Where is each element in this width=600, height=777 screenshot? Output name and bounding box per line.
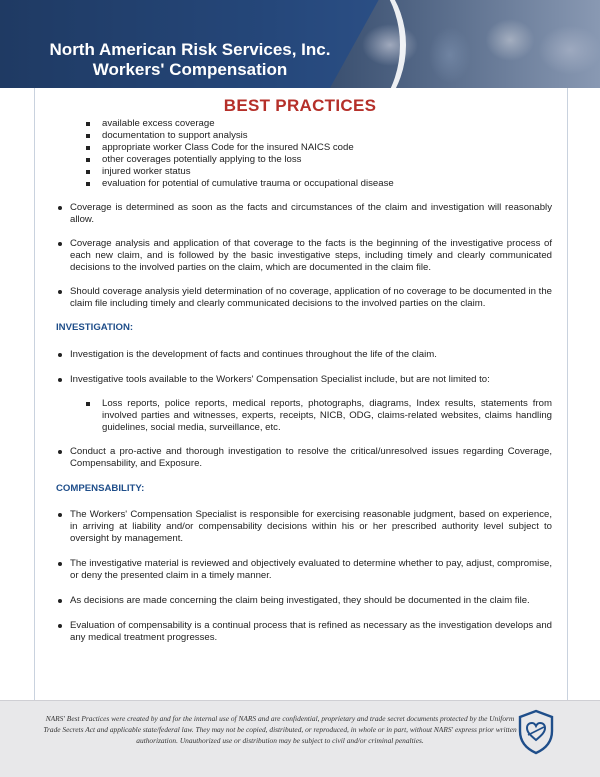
- footer: [0, 700, 600, 777]
- compensability-point: The Workers' Compensation Specialist is responsible for exercising reasonable judgment, based on experience, in arriving at liability and/or compensability decisions within his or her prescribed authority level subject to oversight by management.: [56, 509, 552, 545]
- list-item: evaluation for potential of cumulative trauma or occupational disease: [86, 178, 552, 190]
- coverage-point: Should coverage analysis yield determination of no coverage, application of no coverage to be documented in the claim file including timely and clearly communicated decisions to the involved parties on the claim.: [56, 286, 552, 310]
- coverage-item-list: [86, 118, 552, 190]
- list-item: documentation to support analysis: [86, 130, 552, 142]
- company-name: North American Risk Services, Inc.: [49, 40, 331, 59]
- compensability-point: As decisions are made concerning the claim being investigated, they should be documented in the claim file.: [56, 595, 552, 607]
- investigation-tools-item: Loss reports, police reports, medical reports, photographs, diagrams, Index results, statements from involved parties and witnesses, experts, receipts, NICB, ODG, claims-related websites, claims handling guidelines, social media, surveillance, etc.: [86, 398, 552, 434]
- investigation-point: Conduct a pro-active and thorough investigation to resolve the critical/unresolved issues regarding Coverage, Compensability, and Exposure.: [56, 446, 552, 470]
- document-content: [56, 118, 552, 644]
- compensability-point: The investigative material is reviewed and objectively evaluated to determine whether to pay, adjust, compromise, or deny the presented claim in a timely manner.: [56, 558, 552, 582]
- header-title: [40, 40, 340, 80]
- header-banner: [0, 0, 600, 88]
- list-item: available excess coverage: [86, 118, 552, 130]
- compensability-points: [56, 509, 552, 644]
- list-item: other coverages potentially applying to the loss: [86, 154, 552, 166]
- investigation-heading: INVESTIGATION:: [56, 322, 134, 333]
- investigation-tools-list: [86, 398, 552, 434]
- list-item: injured worker status: [86, 166, 552, 178]
- investigation-point: Investigative tools available to the Workers' Compensation Specialist include, but are not limited to:: [56, 374, 552, 386]
- list-item: appropriate worker Class Code for the insured NAICS code: [86, 142, 552, 154]
- coverage-point: Coverage analysis and application of that coverage to the facts is the beginning of the investigative process of each new claim, and is followed by the basic investigative steps, including timely and clearly communicated decisions to the involved parties on the claim, which are documented in the claim file.: [56, 238, 552, 274]
- coverage-point: Coverage is determined as soon as the facts and circumstances of the claim and investigation will reasonably allow.: [56, 202, 552, 226]
- compensability-heading: COMPENSABILITY:: [56, 483, 145, 494]
- investigation-points: [56, 349, 552, 386]
- investigation-closing: [56, 446, 552, 470]
- shield-heart-icon: [516, 709, 556, 755]
- compensability-point: Evaluation of compensability is a continual process that is refined as necessary as the investigation develops and any medical treatment progresses.: [56, 620, 552, 644]
- coverage-points: [56, 202, 552, 310]
- confidentiality-notice: NARS' Best Practices were created by and for the internal use of NARS and are confidential, proprietary and trade secret documents protected by the Uniform Trade Secrets Act and applicable state/federal law. They may not be copied, distributed, or reproduced, in whole or in part, without NARS' express prior written authorization. Unauthorized use or distribution may be subject to civil and/or criminal penalties.: [43, 714, 517, 745]
- investigation-point: Investigation is the development of facts and continues throughout the life of the claim.: [56, 349, 552, 361]
- page-heading: BEST PRACTICES: [223, 96, 377, 115]
- department-name: Workers' Compensation: [92, 60, 288, 79]
